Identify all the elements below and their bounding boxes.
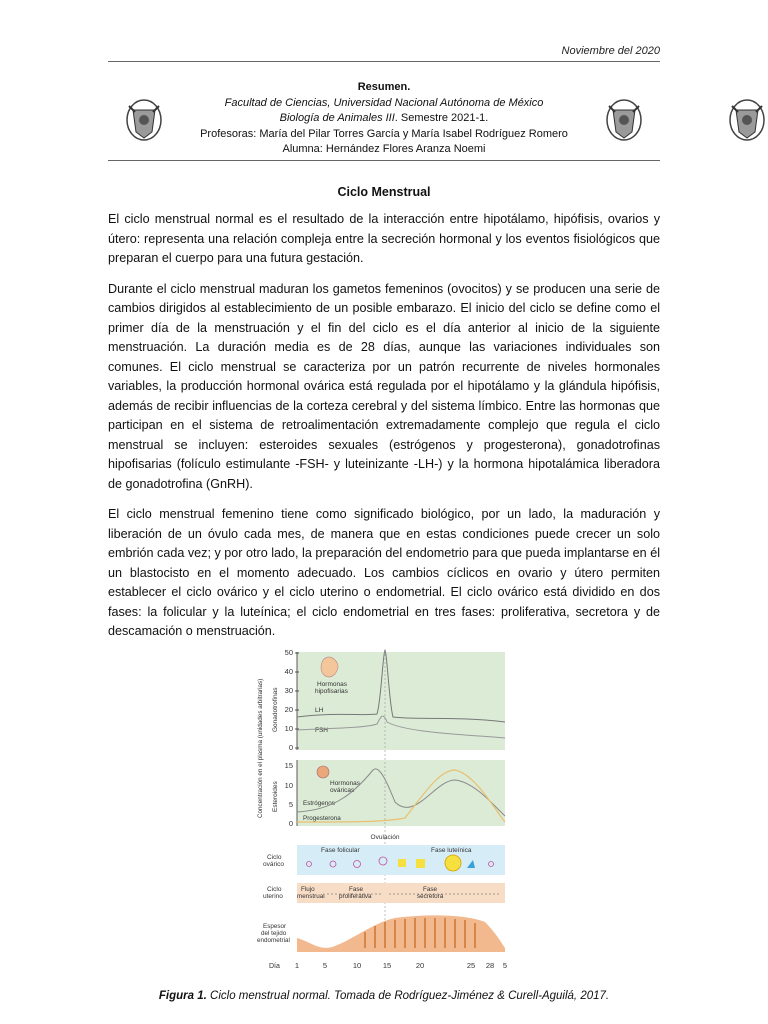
unam-seal-icon: [728, 98, 766, 142]
header-rule-bottom: [108, 160, 660, 161]
faculty-line: Facultad de Ciencias, Universidad Nacional Autónoma de México: [224, 96, 544, 109]
menstrual-flow-label: Flujo: [301, 886, 315, 893]
uterine-cycle-label: uterino: [263, 893, 283, 900]
endometrial-thickness-label: endometrial: [257, 937, 290, 944]
luteal-phase-label: Fase luteínica: [431, 847, 472, 854]
ovarian-cycle-label: Ciclo: [267, 854, 282, 861]
day-tick: 20: [415, 961, 425, 970]
tick-label: 0: [288, 743, 293, 752]
uterine-cycle-band: [297, 883, 505, 903]
course-semester: . Semestre 2021-1.: [394, 112, 489, 124]
estrogen-label: Estrógenos: [303, 800, 335, 807]
tick-label: 5: [288, 800, 293, 809]
hormonas-hipofisarias-label: Hormonas: [317, 681, 347, 688]
day-tick: 28: [485, 961, 495, 970]
tick-label: 40: [284, 667, 293, 676]
tick-label: 20: [284, 705, 293, 714]
document-date: Noviembre del 2020: [561, 45, 660, 57]
figure-caption: [108, 990, 660, 1002]
progesterone-label: Progesterona: [303, 815, 341, 822]
figure-caption-text: Ciclo menstrual normal. Tomada de Rodríguez-Jiménez & Curell-Aguilá, 2017.: [206, 990, 610, 1002]
menstrual-cycle-figure: [255, 642, 513, 974]
tick-label: 10: [284, 781, 293, 790]
endometrial-thickness-label: Espesor: [263, 923, 287, 930]
paragraph: El ciclo menstrual normal es el resultado de la interacción entre hipotálamo, hipófisis, ovarios y útero: representa una relación compleja entre la secreción hormonal y los eventos fisiológicos que preparan el cuerpo para una futura gestación.: [108, 212, 660, 265]
hormonas-ovaricas-label: Hormonas: [330, 780, 360, 787]
student-line: Alumna: Hernández Flores Aranza Noemi: [282, 143, 486, 155]
tick-label: 0: [288, 819, 293, 828]
tick-label: 10: [284, 724, 293, 733]
day-tick: 1: [294, 961, 300, 970]
lh-label: LH: [315, 707, 324, 714]
day-tick: 5: [322, 961, 328, 970]
follicular-phase-label: Fase folicular: [321, 847, 360, 854]
corpus-luteum-icon: [445, 855, 461, 871]
day-tick: 5: [502, 961, 508, 970]
tick-label: 50: [284, 648, 293, 657]
menstrual-flow-label: menstrual: [297, 893, 325, 900]
day-tick: 10: [352, 961, 362, 970]
day-axis-label: Día: [269, 963, 280, 970]
ovarian-cycle-label: ovárico: [263, 861, 284, 868]
fsh-label: FSH: [315, 727, 328, 734]
uterine-cycle-label: Ciclo: [267, 886, 282, 893]
secretory-phase-label: secretora: [417, 893, 444, 900]
course-name: Biología de Animales III: [279, 112, 395, 124]
header-rule-top: [108, 61, 660, 62]
day-tick: 15: [382, 961, 392, 970]
ovary-icon: [317, 766, 329, 778]
professors-line: Profesoras: María del Pilar Torres García y María Isabel Rodríguez Romero: [200, 127, 568, 140]
secretory-phase-label: Fase: [423, 886, 437, 893]
tick-label: 30: [284, 686, 293, 695]
hormonas-ovaricas-label: ováricas: [330, 787, 355, 794]
document-header: Resumen. Facultad de Ciencias, Universidad Nacional Autónoma de México Biología de Animales III. Semestre 2021-1. Profesoras: María del Pilar Torres García y María Isabel Rodríguez Romero Alumna: Hernández Flores Aranza Noemi: [108, 80, 660, 158]
endometrium-shape: [297, 915, 505, 952]
resumen-label: Resumen: [357, 81, 408, 93]
figure-label: Figura 1.: [158, 990, 207, 1002]
proliferative-phase-label: Fase: [349, 886, 363, 893]
day-tick: 25: [466, 961, 476, 970]
corpus-luteum-icon: [416, 859, 425, 868]
corpus-luteum-icon: [398, 859, 406, 867]
hormonas-hipofisarias-label: hipofisarias: [315, 688, 348, 695]
paragraph: Durante el ciclo menstrual maduran los gametos femeninos (ovocitos) y se producen una serie de cambios dirigidos al establecimiento de un posible embarazo. El inicio del ciclo se define como el primer día de la menstruación y el fin del ciclo es el día anterior al inicio de la siguiente menstruación. La duración media es de 28 días, aunque las variaciones individuales son comunes. El ciclo menstrual se caracteriza por un patrón recurrente de niveles hormonales variables, la producción hormonal ovárica está regulada por el hipotálamo y la glándula hipófisis, además de recibir influencias de la corteza cerebral y del sistema límbico. Entre las hormonas que participan en el sistema de retroalimentación extremadamente complejo que regula el ciclo menstrual se incluyen: esteroides sexuales (estrógenos y progesterona), gonadotrofinas hipofisarias (folículo estimulante -FSH- y luteinizante -LH-) y la hormona hipotalámica liberadora de gonadotrofina (GnRH).: [108, 281, 660, 491]
section-title: Ciclo Menstrual: [337, 185, 431, 199]
plasma-concentration-label: Concentración en el plasma (unidades arbitrarias): [257, 678, 264, 818]
endometrial-thickness-label: del tejido: [261, 930, 287, 937]
document-body: [108, 210, 660, 653]
proliferative-phase-label: proliferativa: [339, 893, 372, 900]
gonadotropin-axis-label: Gonadotrofinas: [272, 687, 279, 732]
tick-label: 15: [284, 761, 293, 770]
steroid-axis-label: Esteroides: [272, 781, 279, 812]
course-line: [108, 111, 660, 127]
ovulation-label: Ovulación: [370, 834, 400, 841]
paragraph: El ciclo menstrual femenino tiene como significado biológico, por un lado, la maduración y liberación de un óvulo cada mes, de manera que en estas condiciones puede crecer un solo embrión cada vez; y por otro lado, la preparación del endometrio para que pueda implantarse en él un blastocisto en el momento adecuado. Los cambios cíclicos en ovario y útero permiten establecer el ciclo ovárico y el ciclo uterino o endometrial. El ciclo ovárico está dividido en dos fases: la folicular y la luteínica; el ciclo endometrial en tres fases: proliferativa, secretora y de descamación o menstruación.: [108, 507, 660, 638]
